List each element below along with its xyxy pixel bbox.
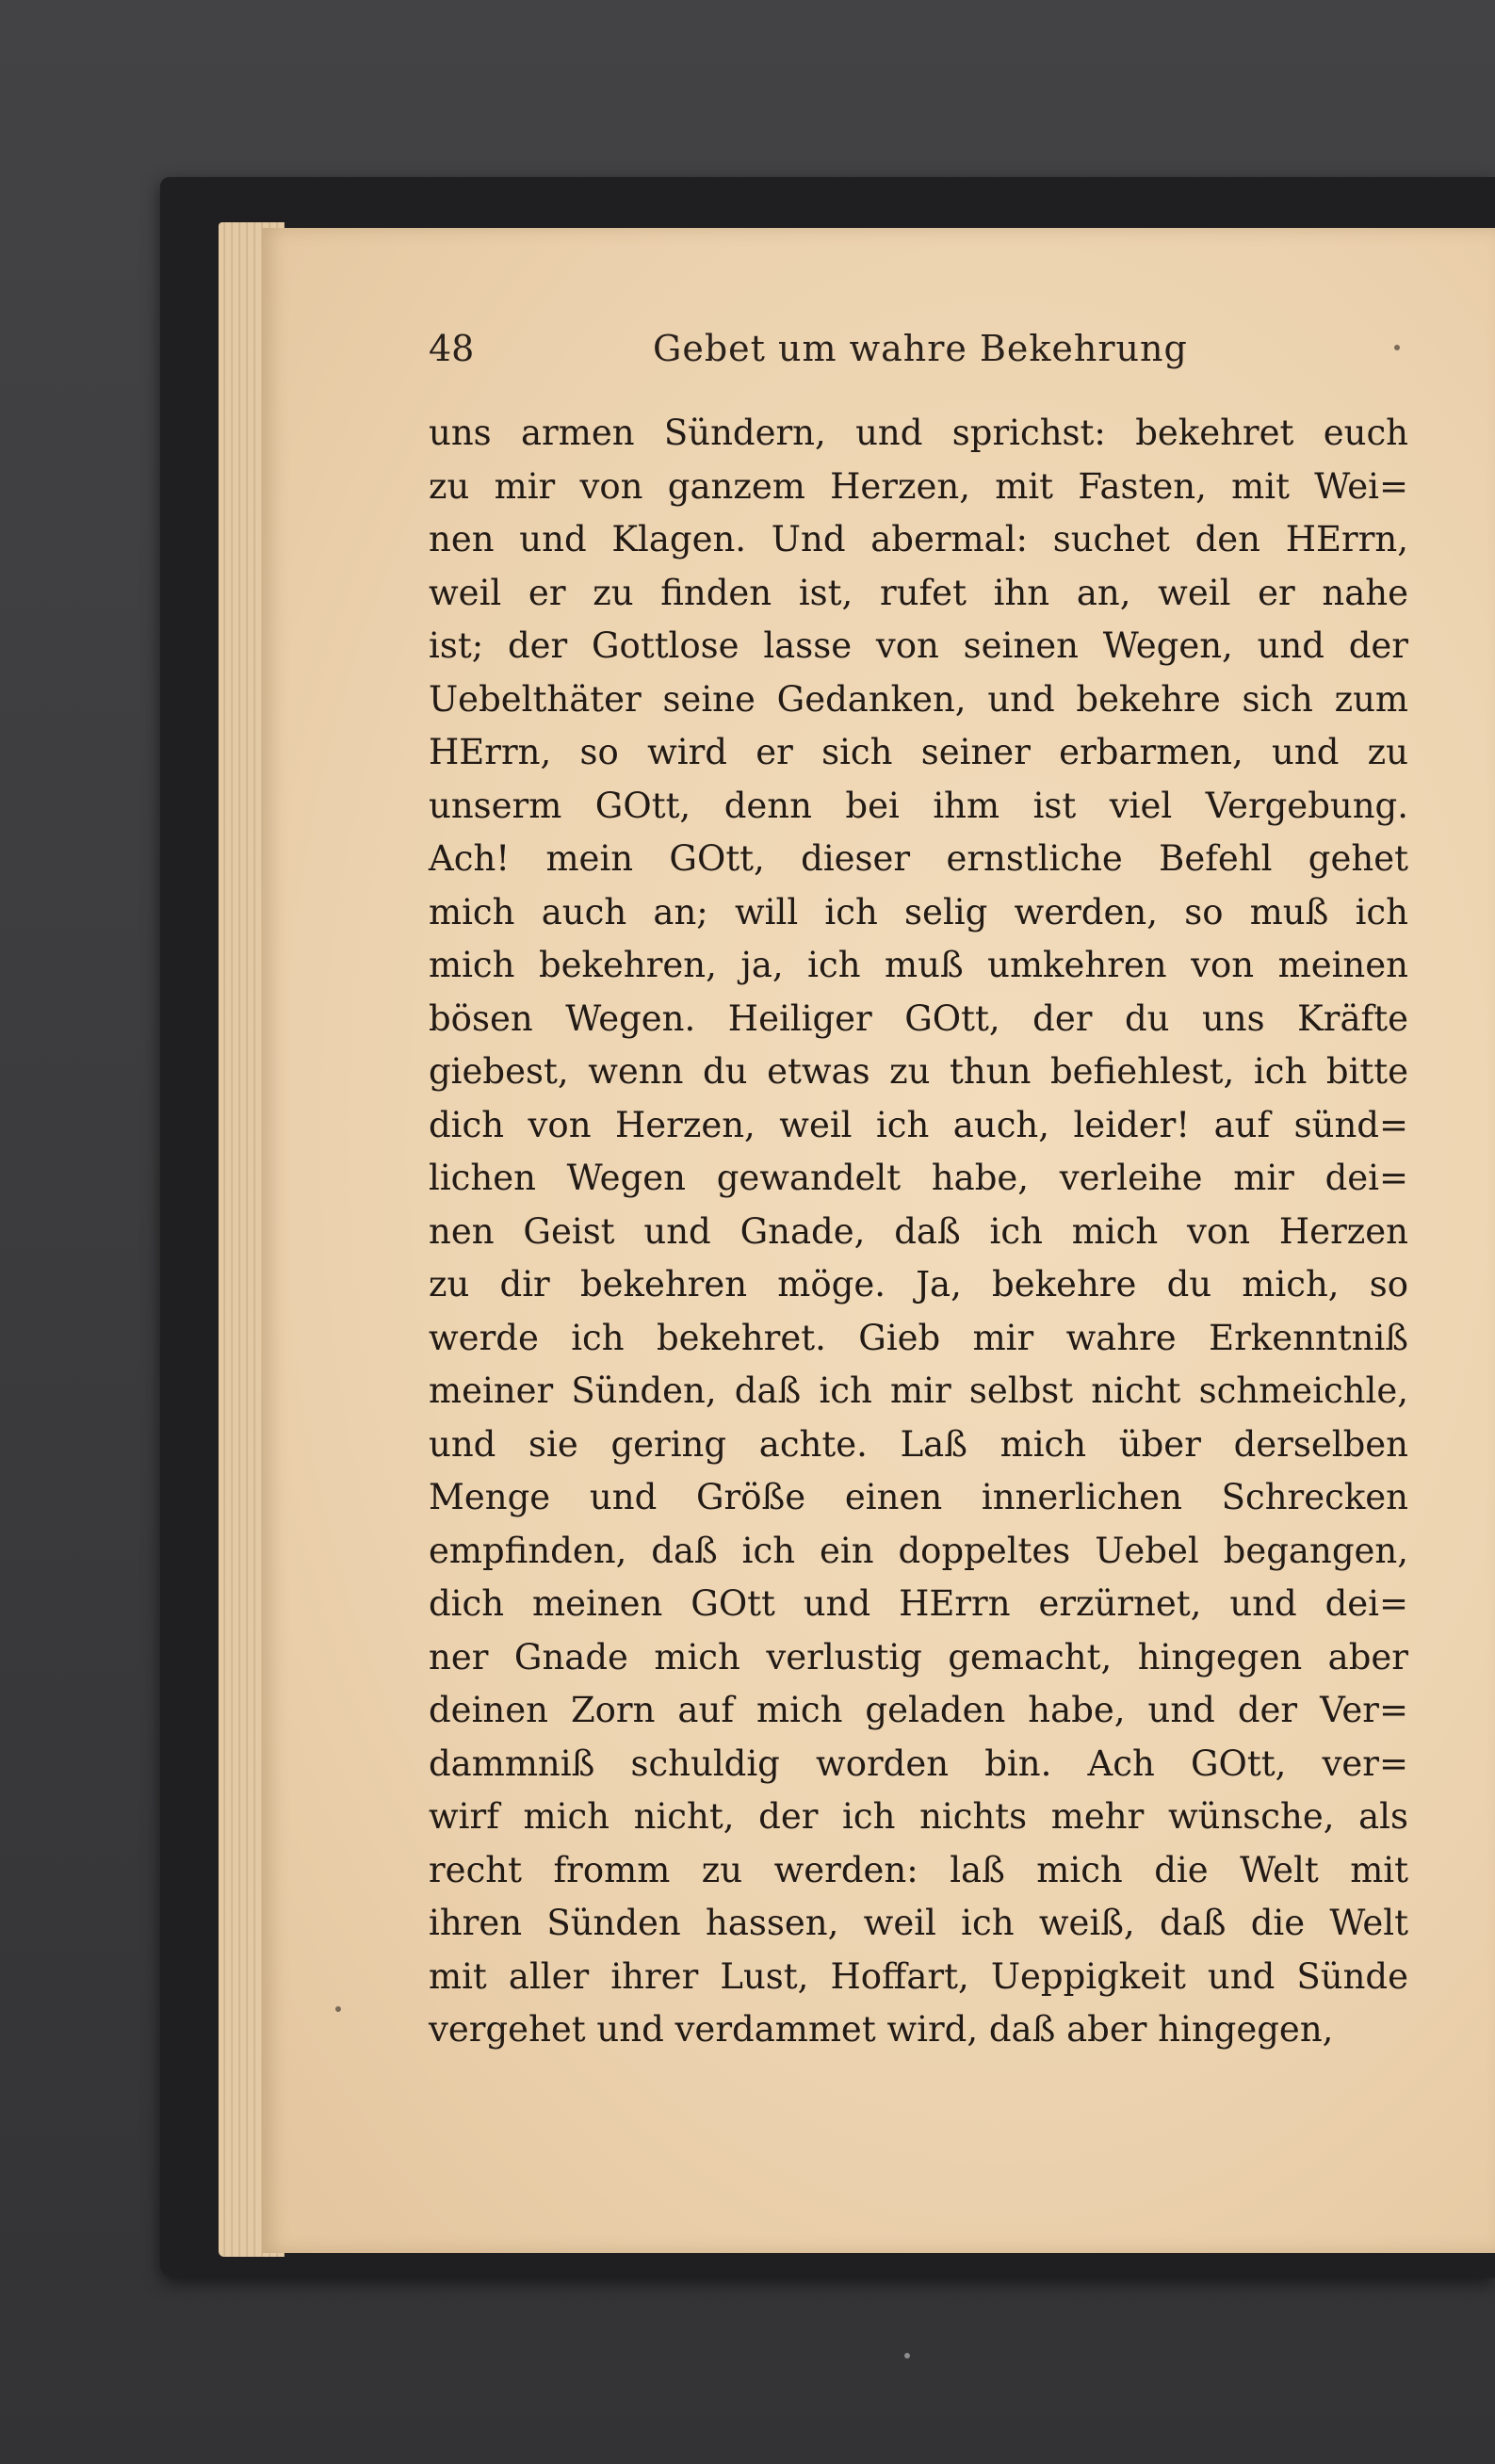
text-line: empfinden, daß ich ein doppeltes Uebel begangen, [429,1530,1408,1571]
text-line: giebest, wenn du etwas zu thun befiehlest, ich bitte [429,1051,1408,1092]
text-line: ner Gnade mich verlustig gemacht, hingegen aber [429,1636,1408,1678]
text-line: zu mir von ganzem Herzen, mit Fasten, mit Wei= [429,465,1408,507]
text-line: Uebelthäter seine Gedanken, und bekehre sich zum [429,678,1408,720]
text-line: mich bekehren, ja, ich muß umkehren von meinen [429,945,1408,985]
text-line: recht fromm zu werden: laß mich die Welt mit [429,1849,1408,1890]
text-line: meiner Sünden, daß ich mir selbst nicht schmeichle, [429,1370,1408,1411]
text-line: dich von Herzen, weil ich auch, leider! auf sünd= [429,1104,1408,1145]
body-text [429,407,1408,2057]
text-line: ist; der Gottlose lasse von seinen Wegen, und der [429,625,1408,666]
text-line: bösen Wegen. Heiliger GOtt, der du uns Kräfte [429,997,1408,1039]
text-line: nen Geist und Gnade, daß ich mich von Herzen [429,1210,1408,1252]
page-number: 48 [429,328,475,369]
text-line: dammniß schuldig worden bin. Ach GOtt, ver= [429,1743,1408,1784]
text-line: weil er zu finden ist, rufet ihn an, weil er nahe [429,572,1408,613]
text-line: dich meinen GOtt und HErrn erzürnet, und dei= [429,1583,1408,1624]
text-line: werde ich bekehret. Gieb mir wahre Erkenntniß [429,1317,1408,1358]
text-line: nen und Klagen. Und abermal: suchet den HErrn, [429,519,1408,559]
text-line: vergehet und verdammet wird, daß aber hingegen, [429,2009,1334,2050]
text-line: Ach! mein GOtt, dieser ernstliche Befehl gehet [429,838,1408,879]
text-line: deinen Zorn auf mich geladen habe, und der Ver= [429,1690,1408,1730]
text-line: wirf mich nicht, der ich nichts mehr wünsche, als [429,1796,1408,1837]
text-line: ihren Sünden hassen, weil ich weiß, daß die Welt [429,1903,1408,1943]
text-line: mit aller ihrer Lust, Hoffart, Ueppigkeit und Sünde [429,1955,1408,1997]
paper-speck [904,2353,910,2359]
text-line: HErrn, so wird er sich seiner erbarmen, und zu [429,732,1408,772]
page-header [429,328,1408,394]
text-line: unserm GOtt, denn bei ihm ist viel Vergebung. [429,785,1408,826]
text-line: uns armen Sündern, und sprichst: bekehret euch [429,413,1408,453]
paper-speck [335,2006,341,2012]
text-line: lichen Wegen gewandelt habe, verleihe mir dei= [429,1158,1408,1198]
text-line: und sie gering achte. Laß mich über derselben [429,1423,1408,1465]
text-line: zu dir bekehren möge. Ja, bekehre du mich, so [429,1264,1408,1305]
running-head: Gebet um wahre Bekehrung [653,328,1188,369]
paper-speck [1394,345,1400,350]
text-line: mich auch an; will ich selig werden, so muß ich [429,891,1408,932]
text-line: Menge und Größe einen innerlichen Schrecken [429,1477,1408,1517]
